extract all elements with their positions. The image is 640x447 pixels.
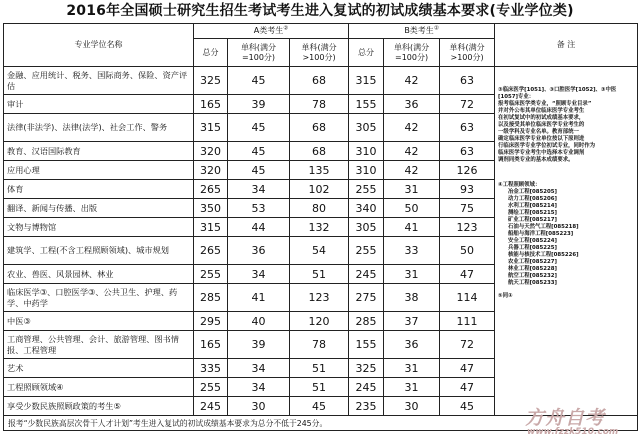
a-score-cell: 45	[228, 161, 290, 180]
a-score-cell: 68	[290, 67, 349, 95]
a-score-cell: 40	[228, 312, 290, 331]
a-score-cell: 255	[194, 265, 228, 284]
a-score-cell: 295	[194, 312, 228, 331]
b-score-cell: 42	[384, 67, 440, 95]
a-score-cell: 135	[290, 161, 349, 180]
a-score-cell: 80	[290, 199, 349, 218]
a-score-cell: 36	[228, 237, 290, 265]
b-score-cell: 42	[384, 161, 440, 180]
b-score-cell: 47	[440, 378, 495, 397]
a-score-cell: 51	[290, 378, 349, 397]
b-score-cell: 305	[349, 114, 384, 142]
table-row	[4, 67, 638, 95]
a-score-cell: 325	[194, 67, 228, 95]
a-score-cell: 78	[290, 331, 349, 359]
b-score-cell: 45	[440, 397, 495, 416]
remarks-cell	[495, 67, 638, 416]
b-score-cell: 310	[349, 142, 384, 161]
b-score-cell: 340	[349, 199, 384, 218]
b-score-cell: 305	[349, 218, 384, 237]
b-score-cell: 31	[384, 265, 440, 284]
subject-name: 中医③	[4, 312, 194, 331]
b-score-cell: 38	[384, 284, 440, 312]
b-score-cell: 42	[384, 142, 440, 161]
subject-name: 工程照顾领域④	[4, 378, 194, 397]
subject-name: 艺术	[4, 359, 194, 378]
a-score-cell: 34	[228, 359, 290, 378]
b-score-cell: 47	[440, 359, 495, 378]
a-score-cell: 335	[194, 359, 228, 378]
watermark-logo: 方舟自考	[525, 407, 606, 429]
a-score-cell: 120	[290, 312, 349, 331]
b-score-cell: 37	[384, 312, 440, 331]
b-score-cell: 30	[384, 397, 440, 416]
a-score-cell: 245	[194, 397, 228, 416]
b-score-cell: 31	[384, 359, 440, 378]
a-score-cell: 39	[228, 331, 290, 359]
a-score-cell: 265	[194, 237, 228, 265]
footer-note: 报考“少数民族高层次骨干人才计划”考生进入复试的初试成绩基本要求为总分不低于245分。	[4, 416, 638, 431]
b-score-cell: 72	[440, 95, 495, 114]
a-total-header: 总分	[194, 39, 228, 67]
b-score-cell: 126	[440, 161, 495, 180]
subject-name: 法律(非法学)、法律(法学)、社会工作、警务	[4, 114, 194, 142]
score-table	[3, 23, 638, 431]
subject-name: 享受少数民族照顾政策的考生⑤	[4, 397, 194, 416]
b-score-cell: 155	[349, 95, 384, 114]
a-score-cell: 30	[228, 397, 290, 416]
b-score-cell: 285	[349, 312, 384, 331]
b-score-cell: 310	[349, 161, 384, 180]
a-score-cell: 51	[290, 359, 349, 378]
subject-name: 农业、兽医、风景园林、林业	[4, 265, 194, 284]
a-score-cell: 45	[290, 397, 349, 416]
b-score-cell: 245	[349, 265, 384, 284]
a-score-cell: 41	[228, 284, 290, 312]
b-single100-header: 单科(满分 =100分)	[384, 39, 440, 67]
b-score-cell: 33	[384, 237, 440, 265]
b-score-cell: 93	[440, 180, 495, 199]
b-score-cell: 31	[384, 180, 440, 199]
b-score-cell: 36	[384, 331, 440, 359]
a-score-cell: 45	[228, 114, 290, 142]
note-5: ⑤同①	[498, 293, 513, 299]
b-score-cell: 315	[349, 67, 384, 95]
b-score-cell: 50	[440, 237, 495, 265]
b-score-cell: 31	[384, 378, 440, 397]
b-zone-header: B类考生②	[349, 24, 495, 39]
subject-name: 临床医学③、口腔医学③、公共卫生、护理、药学、中药学	[4, 284, 194, 312]
subject-header: 专业学位名称	[4, 24, 194, 67]
watermark-url: www.fzzk510.com	[527, 427, 619, 437]
a-score-cell: 34	[228, 180, 290, 199]
a-score-cell: 285	[194, 284, 228, 312]
a-score-cell: 165	[194, 331, 228, 359]
b-score-cell: 114	[440, 284, 495, 312]
page-title: 2016年全国硕士研究生招生考试考生进入复试的初试成绩基本要求(专业学位类)	[66, 3, 574, 19]
a-score-cell: 51	[290, 265, 349, 284]
b-score-cell: 111	[440, 312, 495, 331]
a-score-cell: 39	[228, 95, 290, 114]
a-score-cell: 315	[194, 114, 228, 142]
b-score-cell: 245	[349, 378, 384, 397]
a-score-cell: 102	[290, 180, 349, 199]
a-zone-header: A类考生②	[194, 24, 349, 39]
b-score-cell: 41	[384, 218, 440, 237]
a-single100-header: 单科(满分 =100分)	[228, 39, 290, 67]
a-score-cell: 123	[290, 284, 349, 312]
a-score-cell: 132	[290, 218, 349, 237]
b-single100plus-header: 单科(满分 >100分)	[440, 39, 495, 67]
a-score-cell: 34	[228, 378, 290, 397]
a-score-cell: 45	[228, 142, 290, 161]
subject-name: 翻译、新闻与传播、出版	[4, 199, 194, 218]
a-score-cell: 34	[228, 265, 290, 284]
b-score-cell: 123	[440, 218, 495, 237]
b-score-cell: 63	[440, 67, 495, 95]
subject-name: 体育	[4, 180, 194, 199]
a-score-cell: 315	[194, 218, 228, 237]
subject-name: 审计	[4, 95, 194, 114]
a-score-cell: 78	[290, 95, 349, 114]
a-score-cell: 255	[194, 378, 228, 397]
note-3: ③临床医学[1051]、③口腔医学[1052]、③中医[1057]专业： 报考临床医学类专业，“照顾专业目录” 并对外公布其单位临床医学专业考生 在初试复试中的初试成绩基本要求， 以及接受其单位临床医学专业考生的 一级学科及专业名单。教育部统一 确定临床医学专业单位按以下原则进 行临床医学专业学位初试专业，同时作为 临床医学专业考生中选择本专业调剂 调剂同类专业的基本成绩要求。	[498, 87, 617, 163]
b-score-cell: 50	[384, 199, 440, 218]
note-4: ④工程照顾领域： 冶金工程[085205] 动力工程[085206] 水利工程[085214] 测绘工程[085215] 矿业工程[085217] 石油与天然气工程[085218] 船舶与海洋工程[085223] 安全工程[085224] 兵器工程[085225] 核能与核技术工程[085226] 农业工程[085227] 林业工程[085228] 航空工程[085232] 航天工程[085233]	[498, 182, 579, 286]
a-score-cell: 54	[290, 237, 349, 265]
a-score-cell: 320	[194, 142, 228, 161]
b-score-cell: 75	[440, 199, 495, 218]
b-score-cell: 63	[440, 142, 495, 161]
a-score-cell: 350	[194, 199, 228, 218]
b-score-cell: 235	[349, 397, 384, 416]
b-score-cell: 325	[349, 359, 384, 378]
a-score-cell: 45	[228, 67, 290, 95]
subject-name: 建筑学、工程(不含工程照顾领域)、城市规划	[4, 237, 194, 265]
a-single100plus-header: 单科(满分 >100分)	[290, 39, 349, 67]
subject-name: 应用心理	[4, 161, 194, 180]
remarks-header: 备 注	[495, 24, 638, 67]
a-score-cell: 165	[194, 95, 228, 114]
b-score-cell: 63	[440, 114, 495, 142]
b-score-cell: 255	[349, 180, 384, 199]
b-score-cell: 255	[349, 237, 384, 265]
a-score-cell: 320	[194, 161, 228, 180]
subject-name: 工商管理、公共管理、会计、旅游管理、图书情报、工程管理	[4, 331, 194, 359]
b-score-cell: 155	[349, 331, 384, 359]
subject-name: 教育、汉语国际教育	[4, 142, 194, 161]
a-score-cell: 265	[194, 180, 228, 199]
subject-name: 金融、应用统计、税务、国际商务、保险、资产评估	[4, 67, 194, 95]
subject-name: 文物与博物馆	[4, 218, 194, 237]
b-total-header: 总分	[349, 39, 384, 67]
b-score-cell: 72	[440, 331, 495, 359]
b-score-cell: 42	[384, 114, 440, 142]
a-score-cell: 44	[228, 218, 290, 237]
a-score-cell: 68	[290, 142, 349, 161]
b-score-cell: 47	[440, 265, 495, 284]
a-score-cell: 53	[228, 199, 290, 218]
a-score-cell: 68	[290, 114, 349, 142]
b-score-cell: 275	[349, 284, 384, 312]
b-score-cell: 36	[384, 95, 440, 114]
